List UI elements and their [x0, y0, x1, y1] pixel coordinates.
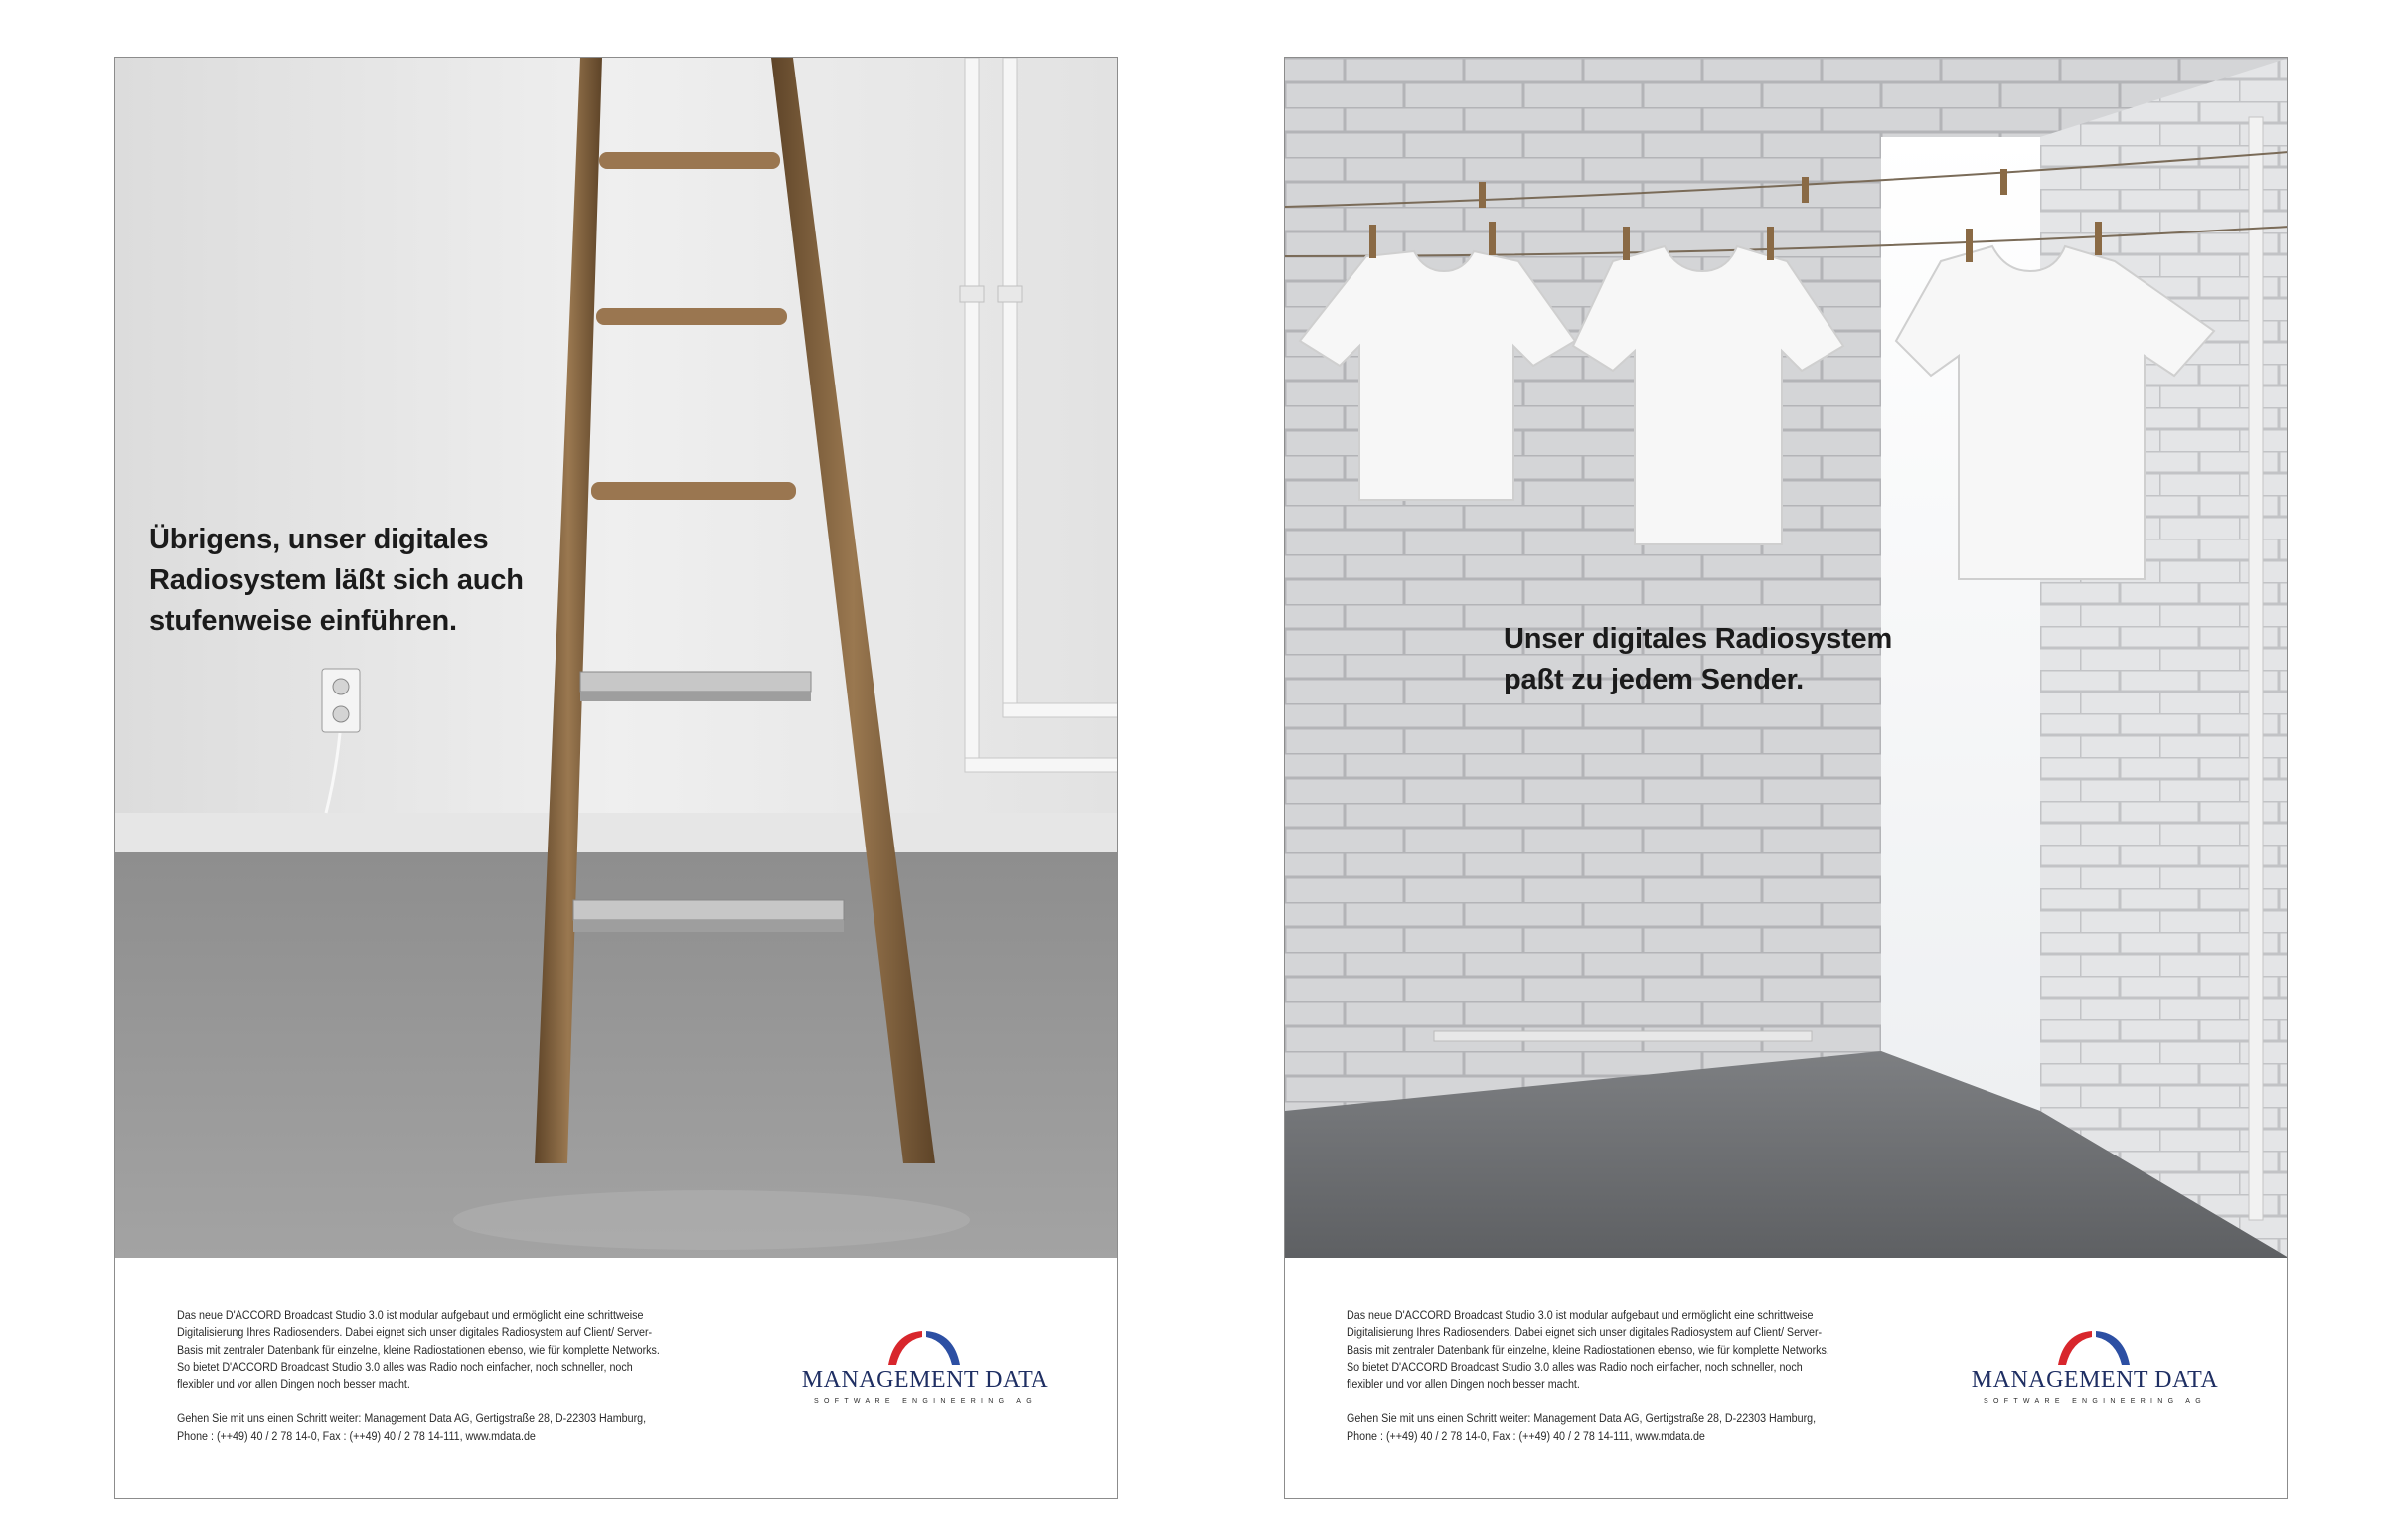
headline-line: Unser digitales Radiosystem — [1504, 623, 1893, 655]
body-line: flexibler und vor allen Dingen noch besser macht. — [1347, 1377, 1580, 1392]
ladder-photo — [115, 58, 1118, 1258]
logo-name: MANAGEMENT DATA — [1971, 1367, 2219, 1393]
contact-line: Phone : (++49) 40 / 2 78 14-0, Fax : (++49) 40 / 2 78 14-111, www.mdata.de — [177, 1428, 536, 1443]
headline-line: Übrigens, unser digitales — [149, 524, 489, 555]
ad-tshirts — [1284, 57, 2288, 1499]
logo-name: MANAGEMENT DATA — [801, 1367, 1049, 1393]
company-logo — [1971, 1327, 2219, 1427]
body-line: Das neue D'ACCORD Broadcast Studio 3.0 ist modular aufgebaut und ermöglicht eine schrittweise — [177, 1309, 644, 1322]
logo-tagline: SOFTWARE ENGINEERING AG — [814, 1398, 1036, 1405]
body-line: Digitalisierung Ihres Radiosenders. Dabei eignet sich unser digitales Radiosystem auf Client/ Server- — [177, 1325, 653, 1340]
ad-footer — [115, 1258, 1118, 1499]
body-line: Basis mit zentraler Datenbank für einzelne, kleine Radiostationen ebenso, wie für komplette Networks. — [177, 1342, 660, 1357]
body-line: So bietet D'ACCORD Broadcast Studio 3.0 alles was Radio noch einfacher, noch schneller, noch — [177, 1359, 633, 1374]
management-data-logo-mark — [884, 1327, 964, 1367]
headline-line: stufenweise einführen. — [149, 605, 457, 637]
contact-line: Gehen Sie mit uns einen Schritt weiter: Management Data AG, Gertigstraße 28, D-22303 Hamburg, — [1347, 1411, 1817, 1426]
ad-headline — [149, 520, 606, 642]
body-line: Basis mit zentraler Datenbank für einzelne, kleine Radiostationen ebenso, wie für komplette Networks. — [1347, 1342, 1829, 1357]
logo-tagline: SOFTWARE ENGINEERING AG — [1984, 1398, 2206, 1405]
contact-line: Phone : (++49) 40 / 2 78 14-0, Fax : (++49) 40 / 2 78 14-111, www.mdata.de — [1347, 1428, 1705, 1443]
body-line: flexibler und vor allen Dingen noch besser macht. — [177, 1377, 410, 1392]
headline-line: paßt zu jedem Sender. — [1504, 664, 1804, 695]
contact-line: Gehen Sie mit uns einen Schritt weiter: Management Data AG, Gertigstraße 28, D-22303 Hamburg, — [177, 1411, 647, 1426]
body-copy — [177, 1308, 736, 1445]
ad-footer — [1285, 1258, 2288, 1499]
body-line: Digitalisierung Ihres Radiosenders. Dabei eignet sich unser digitales Radiosystem auf Client/ Server- — [1347, 1325, 1823, 1340]
body-line: So bietet D'ACCORD Broadcast Studio 3.0 alles was Radio noch einfacher, noch schneller, noch — [1347, 1359, 1803, 1374]
management-data-logo-mark — [2054, 1327, 2134, 1367]
company-logo — [801, 1327, 1049, 1427]
ad-headline — [1504, 619, 2020, 700]
headline-line: Radiosystem läßt sich auch — [149, 564, 524, 596]
body-copy — [1347, 1308, 1906, 1445]
body-line: Das neue D'ACCORD Broadcast Studio 3.0 ist modular aufgebaut und ermöglicht eine schrittweise — [1347, 1309, 1814, 1322]
ad-ladder — [114, 57, 1118, 1499]
